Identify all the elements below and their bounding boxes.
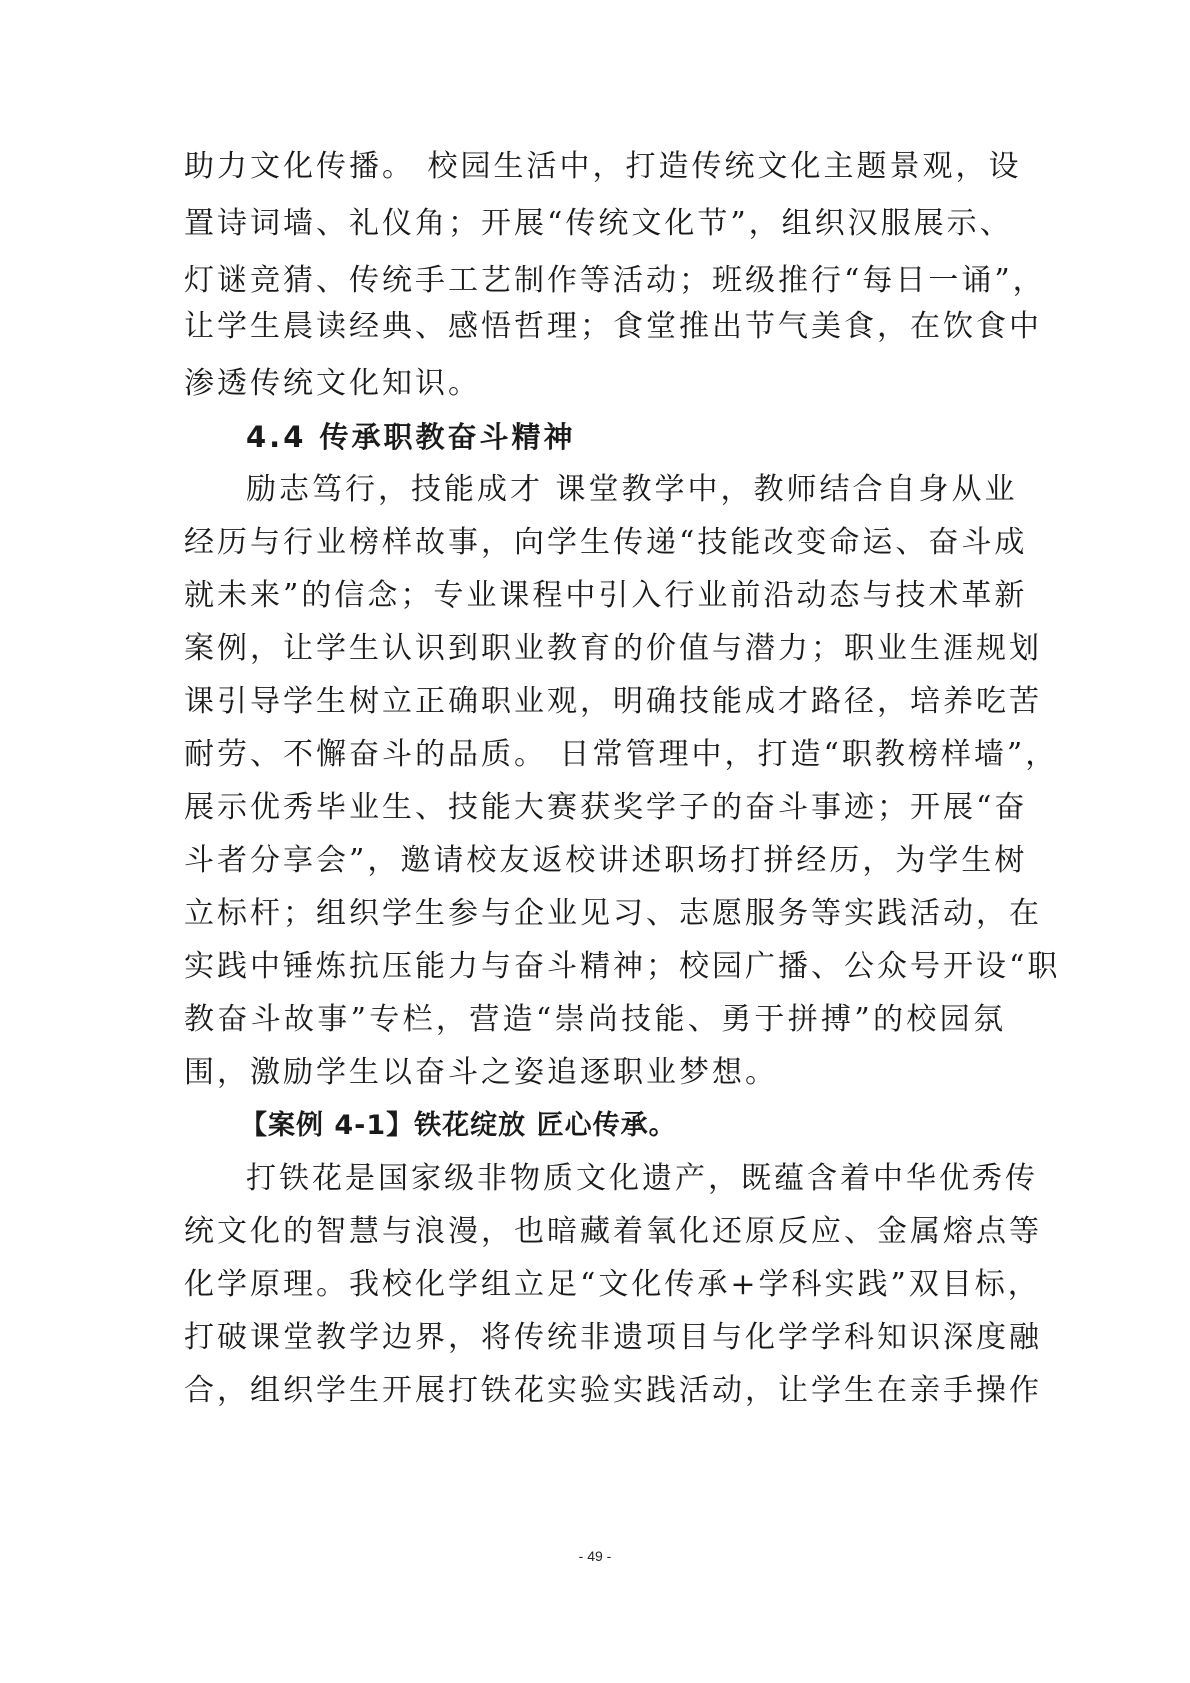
text-line: 置诗词墙、礼仪角；开展“传统文化节”，组织汉服展示、 xyxy=(184,206,1013,241)
text-line: 就未来”的信念；专业课程中引入行业前沿动态与技术革新 xyxy=(184,578,1028,613)
text-line: 经历与行业榜样故事，向学生传递“技能改变命运、奋斗成 xyxy=(184,525,1028,560)
text-line: 教奋斗故事”专栏，营造“崇尚技能、勇于拼搏”的校园氛 xyxy=(184,1002,1006,1037)
text-line: 斗者分享会”，邀请校友返校讲述职场打拼经历，为学生树 xyxy=(184,843,1028,878)
text-line: 化学原理。我校化学组立足“文化传承+学科实践”双目标， xyxy=(184,1267,1041,1302)
text-line: 打铁花是国家级非物质文化遗产，既蕴含着中华优秀传 xyxy=(246,1161,1038,1196)
text-line: 渗透传统文化知识。 xyxy=(184,366,481,401)
page-number: - 49 - xyxy=(578,1548,612,1564)
text-line: 合，组织学生开展打铁花实验实践活动，让学生在亲手操作 xyxy=(184,1373,1042,1408)
case-heading: 【案例 4-1】铁花绽放 匠心传承。 xyxy=(240,1110,677,1141)
text-line: 打破课堂教学边界，将传统非遗项目与化学学科知识深度融 xyxy=(184,1320,1042,1355)
text-line: 助力文化传播。 校园生活中，打造传统文化主题景观，设 xyxy=(184,149,1022,184)
text-line: 让学生晨读经典、感悟哲理；食堂推出节气美食，在饮食中 xyxy=(184,309,1042,344)
text-line: 耐劳、不懈奋斗的品质。 日常管理中，打造“职教榜样墙”， xyxy=(184,737,1059,772)
text-line: 课引导学生树立正确职业观，明确技能成才路径，培养吃苦 xyxy=(184,684,1042,719)
text-line: 案例，让学生认识到职业教育的价值与潜力；职业生涯规划 xyxy=(184,631,1042,666)
text-line: 统文化的智慧与浪漫，也暗藏着氧化还原反应、金属熔点等 xyxy=(184,1214,1042,1249)
text-line: 展示优秀毕业生、技能大赛获奖学子的奋斗事迹；开展“奋 xyxy=(184,790,1028,825)
section-heading: 4.4 传承职教奋斗精神 xyxy=(246,420,576,454)
text-line: 围，激励学生以奋斗之姿追逐职业梦想。 xyxy=(184,1055,778,1090)
text-line: 实践中锤炼抗压能力与奋斗精神；校园广播、公众号开设“职 xyxy=(184,949,1061,984)
text-line: 励志笃行，技能成才 课堂教学中，教师结合自身从业 xyxy=(246,472,1018,507)
text-line: 灯谜竞猜、传统手工艺制作等活动；班级推行“每日一诵”， xyxy=(184,263,1046,298)
text-line: 立标杆；组织学生参与企业见习、志愿服务等实践活动，在 xyxy=(184,896,1042,931)
